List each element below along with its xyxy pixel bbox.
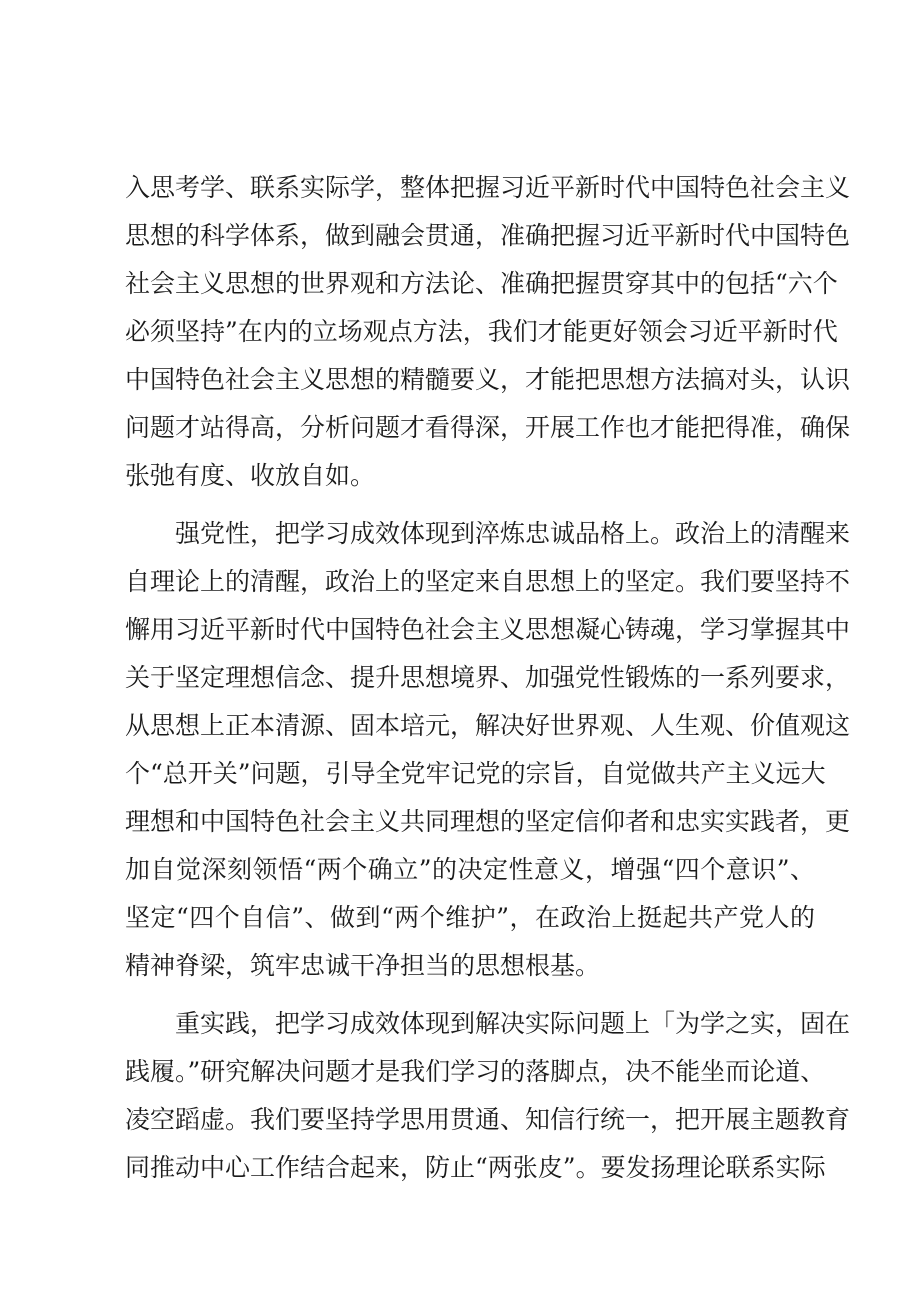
paragraph-line: 关于坚定理想信念、提升思想境界、加强党性锻炼的一系列要求， [125, 663, 851, 692]
paragraph-line: 践履。”研究解决问题才是我们学习的落脚点，决不能坐而论道、 [125, 1057, 826, 1086]
paragraph-line: 凌空蹈虚。我们要坚持学思用贯通、知信行统一，把开展主题教育 [125, 1105, 851, 1134]
paragraph-first-line: 重实践，把学习成效体现到解决实际问题上「为学之实，固在 [175, 1009, 851, 1038]
paragraph-line: 同推动中心工作结合起来，防止“两张皮”。要发扬理论联系实际 [125, 1153, 826, 1182]
paragraph-line: 从思想上正本清源、固本培元，解决好世界观、人生观、价值观这 [125, 711, 851, 740]
paragraph-line: 加自觉深刻领悟“两个确立”的决定性意义，增强“四个意识”、 [125, 855, 815, 884]
paragraph-line: 理想和中国特色社会主义共同理想的坚定信仰者和忠实实践者，更 [125, 807, 851, 836]
paragraph-line: 必须坚持”在内的立场观点方法，我们才能更好领会习近平新时代 [125, 317, 838, 346]
paragraph-line: 思想的科学体系，做到融会贯通，准确把握习近平新时代中国特色 [125, 221, 851, 250]
paragraph-line: 中国特色社会主义思想的精髓要义，才能把思想方法搞对头，认识 [125, 365, 851, 394]
paragraph-line: 自理论上的清醒，政治上的坚定来自思想上的坚定。我们要坚持不 [125, 567, 851, 596]
paragraph-line: 精神脊梁，筑牢忠诚干净担当的思想根基。 [125, 951, 601, 980]
paragraph-line: 懈用习近平新时代中国特色社会主义思想凝心铸魂，学习掌握其中 [125, 615, 851, 644]
paragraph-line: 个“总开关”问题，引导全党牢记党的宗旨，自觉做共产主义远大 [125, 759, 826, 788]
paragraph-line: 张弛有度、收放自如。 [125, 461, 376, 490]
paragraph-line: 问题才站得高，分析问题才看得深，开展工作也才能把得准，确保 [125, 413, 851, 442]
paragraph-first-line: 强党性，把学习成效体现到淬炼忠诚品格上。政治上的清醒来 [175, 519, 851, 548]
paragraph-line: 坚定“四个自信”、做到“两个维护”，在政治上挺起共产党人的 [125, 903, 815, 932]
paragraph-line: 社会主义思想的世界观和方法论、准确把握贯穿其中的包括“六个 [125, 269, 838, 298]
paragraph-line: 入思考学、联系实际学，整体把握习近平新时代中国特色社会主义 [125, 173, 851, 202]
